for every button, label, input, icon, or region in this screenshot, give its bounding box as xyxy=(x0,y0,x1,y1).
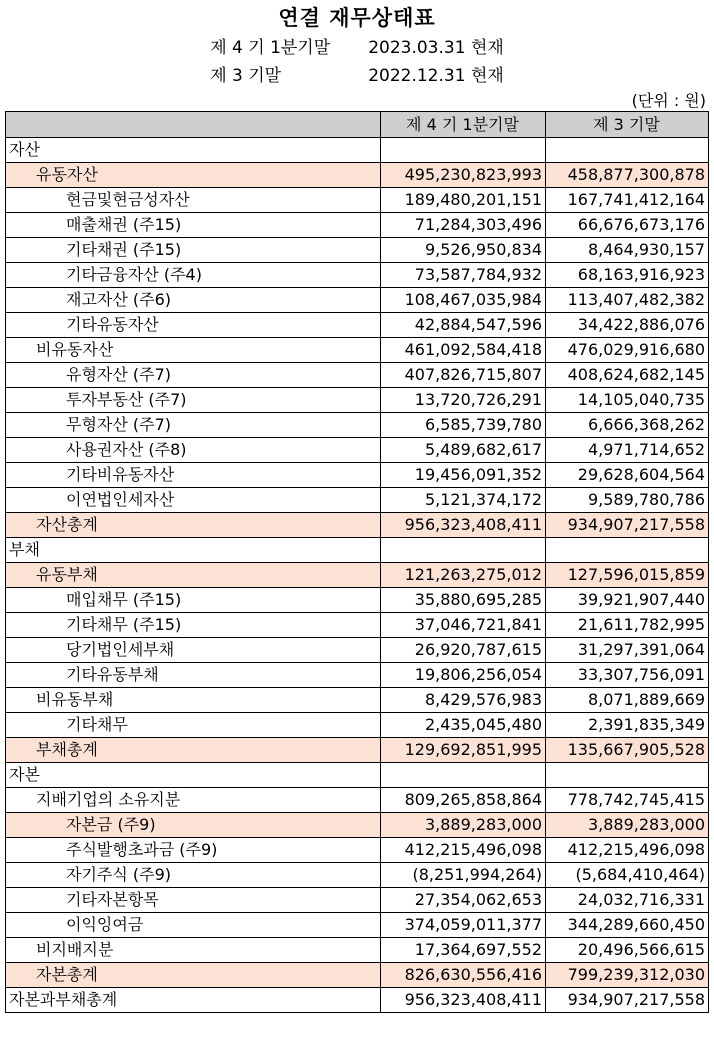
prior-period-value: 8,464,930,157 xyxy=(546,238,709,263)
prior-period-value xyxy=(546,138,709,163)
current-period-value: 3,889,283,000 xyxy=(381,813,546,838)
table-row xyxy=(6,188,709,213)
table-row xyxy=(6,588,709,613)
account-name: 비유동자산 xyxy=(6,338,381,363)
table-row xyxy=(6,388,709,413)
account-name: 자기주식 (주9) xyxy=(6,863,381,888)
account-name: 재고자산 (주6) xyxy=(6,288,381,313)
prior-period-value: 4,971,714,652 xyxy=(546,438,709,463)
table-row xyxy=(6,713,709,738)
prior-period-line xyxy=(0,61,714,86)
current-period-value: 13,720,726,291 xyxy=(381,388,546,413)
table-row xyxy=(6,263,709,288)
prior-period-value: 167,741,412,164 xyxy=(546,188,709,213)
table-row xyxy=(6,488,709,513)
table-row xyxy=(6,888,709,913)
current-period-value: 35,880,695,285 xyxy=(381,588,546,613)
table-row xyxy=(6,288,709,313)
current-period-value: 26,920,787,615 xyxy=(381,638,546,663)
table-row xyxy=(6,238,709,263)
current-period-value: 956,323,408,411 xyxy=(381,988,546,1013)
current-period-value: 129,692,851,995 xyxy=(381,738,546,763)
current-period-value: 956,323,408,411 xyxy=(381,513,546,538)
account-name: 부채 xyxy=(6,538,381,563)
prior-period-value: 34,422,886,076 xyxy=(546,313,709,338)
prior-period-value: 2,391,835,349 xyxy=(546,713,709,738)
account-name: 기타비유동자산 xyxy=(6,463,381,488)
current-period-line xyxy=(0,33,714,58)
current-period-value: 27,354,062,653 xyxy=(381,888,546,913)
current-period-value xyxy=(381,538,546,563)
table-row xyxy=(6,463,709,488)
prior-period-value: 799,239,312,030 xyxy=(546,963,709,988)
current-period-value: 809,265,858,864 xyxy=(381,788,546,813)
current-period-value: 412,215,496,098 xyxy=(381,838,546,863)
prior-period-value xyxy=(546,538,709,563)
table-row xyxy=(6,638,709,663)
account-name: 기타채무 xyxy=(6,713,381,738)
current-period-value: 8,429,576,983 xyxy=(381,688,546,713)
table-row xyxy=(6,413,709,438)
current-period-value: 826,630,556,416 xyxy=(381,963,546,988)
table-row xyxy=(6,163,709,188)
current-period-value: 495,230,823,993 xyxy=(381,163,546,188)
prior-period-value: 6,666,368,262 xyxy=(546,413,709,438)
account-name: 자산 xyxy=(6,138,381,163)
account-name: 기타유동부채 xyxy=(6,663,381,688)
prior-period-label: 제 3 기말 xyxy=(210,66,282,86)
statement-title: 연결 재무상태표 xyxy=(278,6,436,30)
table-row xyxy=(6,338,709,363)
table-row xyxy=(6,138,709,163)
table-row xyxy=(6,663,709,688)
prior-period-value: 934,907,217,558 xyxy=(546,988,709,1013)
current-period-date: 2023.03.31 현재 xyxy=(368,38,504,58)
current-period-value: 108,467,035,984 xyxy=(381,288,546,313)
prior-period-value: 3,889,283,000 xyxy=(546,813,709,838)
table-row xyxy=(6,688,709,713)
prior-period-value: 458,877,300,878 xyxy=(546,163,709,188)
current-period-value: 42,884,547,596 xyxy=(381,313,546,338)
current-period-value: 5,121,374,172 xyxy=(381,488,546,513)
table-row xyxy=(6,963,709,988)
current-period-value: 2,435,045,480 xyxy=(381,713,546,738)
account-name: 사용권자산 (주8) xyxy=(6,438,381,463)
account-name: 이익잉여금 xyxy=(6,913,381,938)
current-period-value: 5,489,682,617 xyxy=(381,438,546,463)
prior-period-value: 21,611,782,995 xyxy=(546,613,709,638)
account-name: 자산총계 xyxy=(6,513,381,538)
account-name: 기타채권 (주15) xyxy=(6,238,381,263)
prior-period-value: 66,676,673,176 xyxy=(546,213,709,238)
current-period-value: 19,806,256,054 xyxy=(381,663,546,688)
account-name: 기타유동자산 xyxy=(6,313,381,338)
balance-sheet-body xyxy=(6,112,709,1013)
current-period-value: 37,046,721,841 xyxy=(381,613,546,638)
unit-label: (단위 : 원) xyxy=(631,91,706,110)
account-name: 무형자산 (주7) xyxy=(6,413,381,438)
prior-period-value: 344,289,660,450 xyxy=(546,913,709,938)
account-name: 기타채무 (주15) xyxy=(6,613,381,638)
account-name: 매입채무 (주15) xyxy=(6,588,381,613)
table-row xyxy=(6,913,709,938)
current-period-label: 제 4 기 1분기말 xyxy=(210,38,331,58)
prior-period-value: 9,589,780,786 xyxy=(546,488,709,513)
current-period-value: 6,585,739,780 xyxy=(381,413,546,438)
prior-period-value xyxy=(546,763,709,788)
current-period-value: 121,263,275,012 xyxy=(381,563,546,588)
account-name: 기타자본항목 xyxy=(6,888,381,913)
account-name: 투자부동산 (주7) xyxy=(6,388,381,413)
prior-period-value: 24,032,716,331 xyxy=(546,888,709,913)
current-period-value: 407,826,715,807 xyxy=(381,363,546,388)
table-row xyxy=(6,863,709,888)
prior-period-value: 476,029,916,680 xyxy=(546,338,709,363)
column-header-current: 제 4 기 1분기말 xyxy=(381,112,546,138)
table-row xyxy=(6,738,709,763)
prior-period-value: 408,624,682,145 xyxy=(546,363,709,388)
prior-period-value: 33,307,756,091 xyxy=(546,663,709,688)
current-period-value: 19,456,091,352 xyxy=(381,463,546,488)
current-period-value: 73,587,784,932 xyxy=(381,263,546,288)
current-period-value: 17,364,697,552 xyxy=(381,938,546,963)
balance-sheet-table xyxy=(5,111,709,1013)
prior-period-value: 135,667,905,528 xyxy=(546,738,709,763)
table-row xyxy=(6,613,709,638)
prior-period-value: 20,496,566,615 xyxy=(546,938,709,963)
account-name: 자본금 (주9) xyxy=(6,813,381,838)
account-name: 자본과부채총계 xyxy=(6,988,381,1013)
table-row xyxy=(6,313,709,338)
column-header-account xyxy=(6,112,381,138)
current-period-value: 461,092,584,418 xyxy=(381,338,546,363)
prior-period-value: 39,921,907,440 xyxy=(546,588,709,613)
prior-period-date: 2022.12.31 현재 xyxy=(368,66,504,86)
prior-period-value: 8,071,889,669 xyxy=(546,688,709,713)
account-name: 매출채권 (주15) xyxy=(6,213,381,238)
prior-period-value: 14,105,040,735 xyxy=(546,388,709,413)
prior-period-value: 127,596,015,859 xyxy=(546,563,709,588)
prior-period-value: 68,163,916,923 xyxy=(546,263,709,288)
account-name: 이연법인세자산 xyxy=(6,488,381,513)
table-row xyxy=(6,438,709,463)
current-period-value xyxy=(381,763,546,788)
current-period-value: 9,526,950,834 xyxy=(381,238,546,263)
table-row xyxy=(6,213,709,238)
prior-period-value: 412,215,496,098 xyxy=(546,838,709,863)
account-name: 주식발행초과금 (주9) xyxy=(6,838,381,863)
current-period-value: (8,251,994,264) xyxy=(381,863,546,888)
current-period-value: 374,059,011,377 xyxy=(381,913,546,938)
column-header-row xyxy=(6,112,709,138)
account-name: 유동자산 xyxy=(6,163,381,188)
table-row xyxy=(6,988,709,1013)
table-row xyxy=(6,513,709,538)
table-row xyxy=(6,763,709,788)
account-name: 비지배지분 xyxy=(6,938,381,963)
account-name: 유동부채 xyxy=(6,563,381,588)
prior-period-value: 113,407,482,382 xyxy=(546,288,709,313)
prior-period-value: 29,628,604,564 xyxy=(546,463,709,488)
account-name: 자본 xyxy=(6,763,381,788)
prior-period-value: 31,297,391,064 xyxy=(546,638,709,663)
account-name: 기타금융자산 (주4) xyxy=(6,263,381,288)
table-row xyxy=(6,563,709,588)
account-name: 당기법인세부채 xyxy=(6,638,381,663)
table-row xyxy=(6,538,709,563)
account-name: 유형자산 (주7) xyxy=(6,363,381,388)
current-period-value xyxy=(381,138,546,163)
account-name: 비유동부채 xyxy=(6,688,381,713)
current-period-value: 71,284,303,496 xyxy=(381,213,546,238)
account-name: 부채총계 xyxy=(6,738,381,763)
account-name: 지배기업의 소유지분 xyxy=(6,788,381,813)
table-row xyxy=(6,838,709,863)
table-row xyxy=(6,363,709,388)
account-name: 현금및현금성자산 xyxy=(6,188,381,213)
current-period-value: 189,480,201,151 xyxy=(381,188,546,213)
prior-period-value: 934,907,217,558 xyxy=(546,513,709,538)
table-row xyxy=(6,813,709,838)
account-name: 자본총계 xyxy=(6,963,381,988)
prior-period-value: 778,742,745,415 xyxy=(546,788,709,813)
table-row xyxy=(6,938,709,963)
table-row xyxy=(6,788,709,813)
prior-period-value: (5,684,410,464) xyxy=(546,863,709,888)
column-header-prior: 제 3 기말 xyxy=(546,112,709,138)
